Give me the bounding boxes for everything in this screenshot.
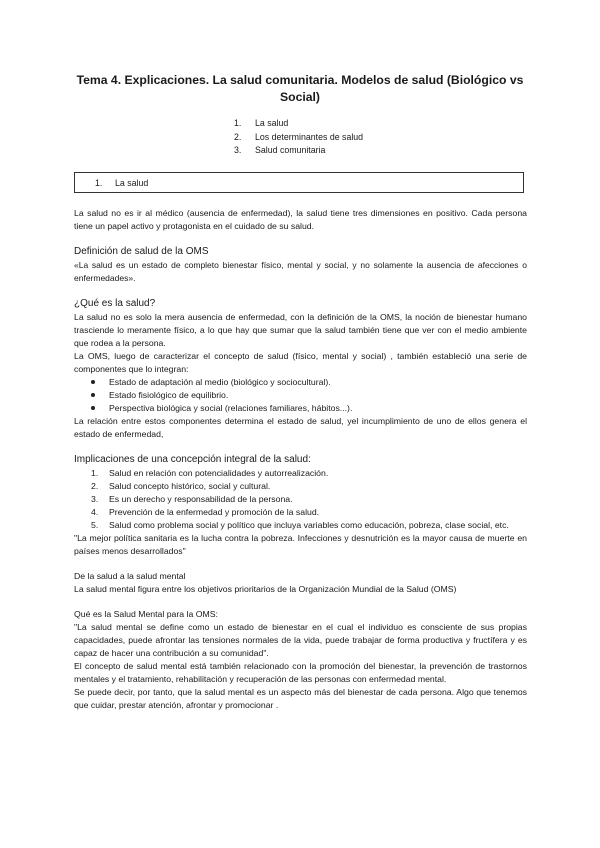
toc-item-label: Los determinantes de salud — [255, 131, 364, 142]
document-title: Tema 4. Explicaciones. La salud comunitaria. Modelos de salud (Biológico vs Social) — [76, 73, 524, 104]
intro-paragraph: La salud no es ir al médico (ausencia de enfermedad), la salud tiene tres dimensiones en positivo. Cada persona tiene un papel activo y protagonista en el cuidado de su salud. — [74, 208, 527, 231]
table-of-contents — [234, 117, 363, 158]
paragraph: La OMS, luego de caracterizar el concepto de salud (físico, mental y social) , también estableció una serie de componentes que lo integran: — [74, 351, 527, 374]
components-list — [74, 376, 527, 415]
oms-definition-heading: Definición de salud de la OMS — [74, 246, 209, 257]
que-es-salud-heading: ¿Qué es la salud? — [74, 298, 156, 309]
list-item: Perspectiva biológica y social (relaciones familiares, hábitos...). — [74, 402, 527, 415]
list-item: 3. Es un derecho y responsabilidad de la persona. — [91, 494, 293, 504]
list-item: 1. Salud en relación con potencialidades y autorrealización. — [91, 468, 329, 478]
quote-paragraph: "La salud mental se define como un estado de bienestar en el cual el individuo es consciente de sus propias capacidades, puede afrontar las tensiones normales de la vida, puede trabajar de forma productiva y fructífera y es capaz de hacer una contribución a su comunidad". — [74, 622, 527, 658]
salud-mental-heading: De la salud a la salud mental — [74, 571, 186, 581]
quote-paragraph: "La mejor política sanitaria es la lucha contra la pobreza. Infecciones y desnutrición es la mayor causa de muerte en países menos desarrollados" — [74, 533, 527, 556]
paragraph: La salud mental figura entre los objetivos prioritarios de la Organización Mundial de la Salud (OMS) — [74, 584, 457, 594]
paragraph: La relación entre estos componentes determina el estado de salud, yel incumplimiento de uno de ellos genera el estado de enfermedad, — [74, 416, 527, 439]
section-header-label: La salud — [115, 177, 149, 188]
toc-item-label: Salud comunitaria — [255, 145, 326, 155]
oms-definition-text: «La salud es un estado de completo bienestar físico, mental y social, y no solamente la ausencia de afecciones o enfermedades». — [74, 260, 527, 283]
paragraph: El concepto de salud mental está también relacionado con la promoción del bienestar, la prevención de trastornos mentales y el tratamiento, rehabilitación y recuperación de las personas con enfermedad mental. — [74, 661, 527, 684]
implicaciones-list — [74, 467, 527, 532]
list-item: 4. Prevención de la enfermedad y promoción de la salud. — [91, 507, 320, 517]
list-item: 2. Salud concepto histórico, social y cultural. — [91, 481, 271, 491]
implicaciones-heading: Implicaciones de una concepción integral de la salud: — [74, 454, 311, 465]
paragraph: La salud no es solo la mera ausencia de enfermedad, con la definición de la OMS, la noción de bienestar humano trasciende lo meramente físico, a lo que hay que sumar que la salud también tiene que ver con el medio ambiente que rodea a la persona. — [74, 312, 527, 348]
paragraph: Se puede decir, por tanto, que la salud mental es un aspecto más del bienestar de cada persona. Algo que tenemos que cuidar, prestar atención, afrontar y promocionar . — [74, 687, 527, 710]
toc-item-label: La salud — [255, 118, 289, 128]
toc-item: 1. La salud — [234, 117, 363, 131]
toc-item: 3. Salud comunitaria — [234, 144, 363, 158]
list-item: Estado fisiológico de equilibrio. — [74, 389, 527, 402]
list-item: Estado de adaptación al medio (biológico y sociocultural). — [74, 376, 527, 389]
section-header-box: 1. La salud — [74, 172, 524, 193]
document-body — [74, 207, 527, 712]
toc-item: 2. Los determinantes de salud — [234, 131, 363, 145]
list-item: 5. Salud como problema social y político que incluya variables como educación, pobreza, clase social, etc. — [91, 520, 509, 530]
salud-mental-oms-heading: Qué es la Salud Mental para la OMS: — [74, 609, 218, 619]
